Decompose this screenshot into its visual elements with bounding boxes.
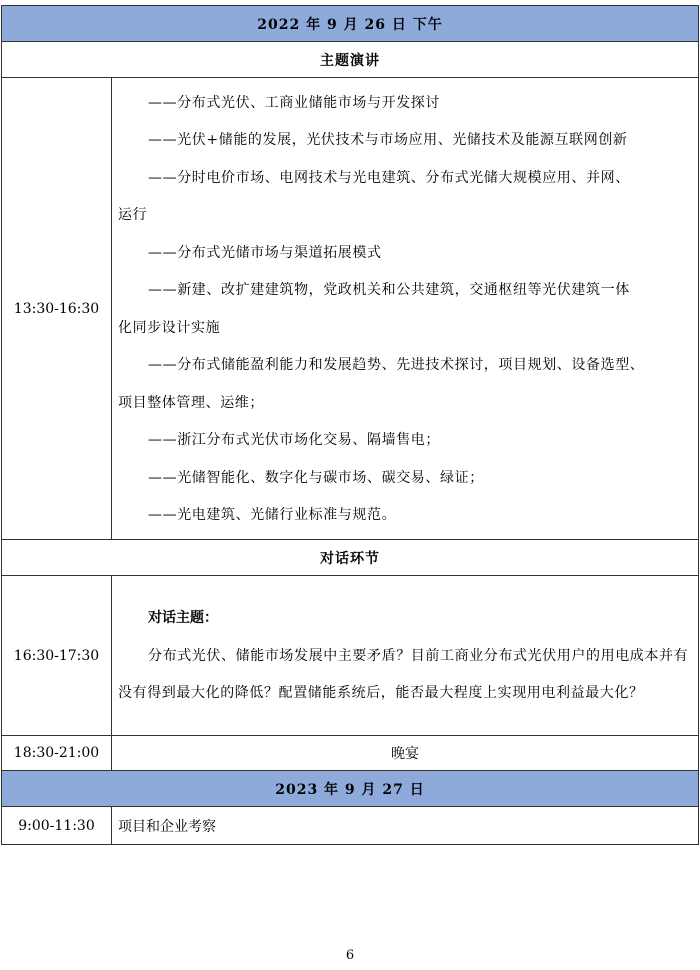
- dialogue-title-row: [2, 540, 699, 576]
- dialogue-topic-text: 分布式光伏、储能市场发展中主要矛盾？目前工商业分布式光伏用户的用电成本并有没有得到最大化的降低？配置储能系统后，能否最大程度上实现用电利益最大化？: [118, 647, 689, 702]
- keynote-line: 化同步设计实施: [118, 319, 221, 336]
- keynote-row: [2, 78, 699, 540]
- keynote-content: [112, 78, 699, 540]
- day1-header-row: [2, 6, 699, 42]
- keynote-title-row: [2, 42, 699, 78]
- dialogue-row: [2, 576, 699, 736]
- keynote-line: 运行: [118, 207, 148, 223]
- keynote-line: ——浙江分布式光伏市场化交易、隔墙售电；: [148, 432, 440, 448]
- page-number: 6: [345, 948, 355, 963]
- keynote-line: ——新建、改扩建建筑物，党政机关和公共建筑，交通枢纽等光伏建筑一体: [148, 282, 630, 298]
- dinner-time: 18:30-21:00: [2, 736, 112, 771]
- visit-time: 9:00-11:30: [2, 807, 112, 845]
- day2-header-row: [2, 771, 699, 807]
- dialogue-time: 16:30-17:30: [2, 576, 112, 736]
- keynote-line: ——分布式光伏、工商业储能市场与开发探讨: [148, 94, 440, 111]
- dialogue-title: 对话环节: [2, 540, 699, 576]
- visit-row: [2, 807, 699, 845]
- keynote-line: ——光电建筑、光储行业标准与规范。: [148, 507, 397, 523]
- day1-header: 2022 年 9 月 26 日 下午: [2, 6, 699, 42]
- dialogue-topic-label: 对话主题：: [148, 610, 218, 627]
- schedule-sheet: [1, 5, 698, 845]
- visit-label: 项目和企业考察: [112, 807, 699, 845]
- keynote-line: ——分布式光储市场与渠道拓展模式: [148, 244, 382, 261]
- schedule-table: [1, 5, 699, 845]
- keynote-line: ——光储智能化、数字化与碳市场、碳交易、绿证；: [148, 469, 484, 486]
- keynote-line: ——分布式储能盈利能力和发展趋势、先进技术探讨，项目规划、设备选型、: [148, 357, 645, 373]
- keynote-line: ——分时电价市场、电网技术与光电建筑、分布式光储大规模应用、并网、: [148, 169, 630, 186]
- dinner-label: 晚宴: [112, 736, 699, 771]
- keynote-line: 项目整体管理、运维；: [118, 394, 264, 411]
- dinner-row: [2, 736, 699, 771]
- keynote-title: 主题演讲: [2, 42, 699, 78]
- dialogue-content: [112, 576, 699, 736]
- day2-header: 2023 年 9 月 27 日: [2, 771, 699, 807]
- keynote-line: ——光伏+储能的发展，光伏技术与市场应用、光储技术及能源互联网创新: [148, 132, 628, 148]
- keynote-time: 13:30-16:30: [2, 78, 112, 540]
